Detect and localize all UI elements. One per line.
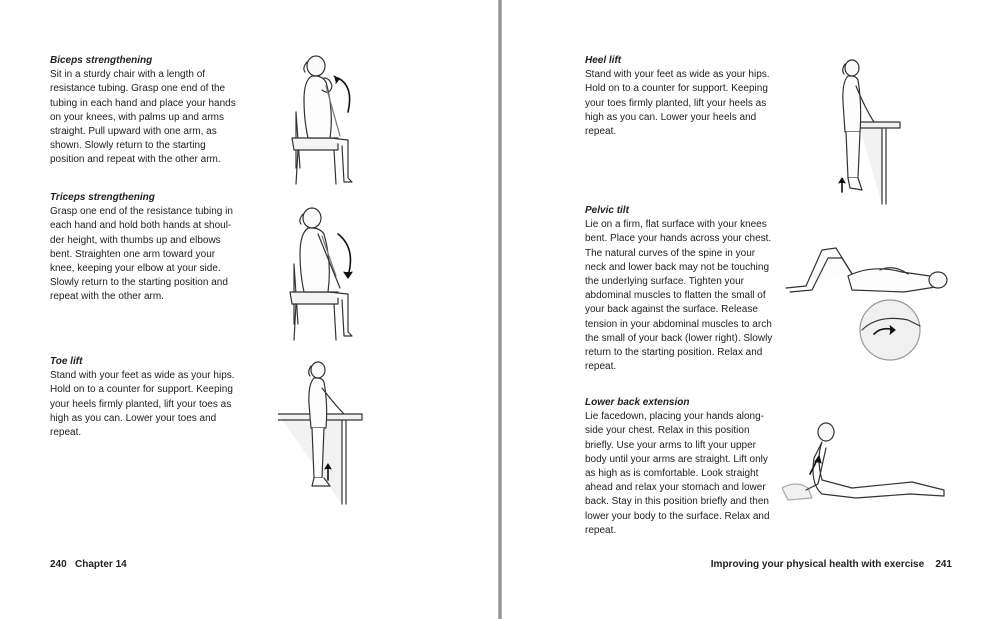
body-line: tubing in each hand and place your hands	[50, 97, 236, 109]
body-line: Hold on to a counter for support. Keeping	[50, 384, 233, 396]
body-line: position and repeat with the other arm.	[50, 154, 221, 166]
chapter-label: Chapter 14	[75, 559, 127, 570]
body-line: body until your arms are straight. Lift only	[585, 453, 768, 465]
section-title: Pelvic tilt	[585, 205, 629, 216]
body-line: your toes firmly planted, lift your heels as	[585, 97, 767, 109]
body-line: on your knees, with palms up and arms	[50, 111, 224, 123]
chapter-label: Improving your physical health with exercise	[710, 559, 925, 570]
body-line: Sit in a sturdy chair with a length of	[50, 69, 206, 81]
body-line: repeat.	[585, 126, 617, 138]
body-line: repeat.	[585, 361, 617, 373]
body-line: Hold on to a counter for support. Keeping	[585, 83, 768, 95]
body-line: your back against the surface. Release	[585, 304, 758, 316]
body-line: the underlying surface. Tighten your	[585, 276, 744, 288]
body-line: Stand with your feet as wide as your hips.	[50, 370, 235, 382]
body-line: high as you can. Lower your heels and	[585, 111, 757, 123]
section-title: Toe lift	[50, 356, 83, 367]
body-line: Stand with your feet as wide as your hips.	[585, 69, 770, 81]
section-title: Biceps strengthening	[50, 55, 153, 66]
lower-back-extension-illustration	[782, 418, 952, 508]
body-line: your heels firmly planted, lift your toes as	[50, 398, 232, 410]
body-line: the small of your back (lower right). Slowly	[585, 332, 773, 344]
body-line: Slowly return to the starting position and	[50, 277, 228, 289]
body-line: back. Stay in this position briefly and then	[585, 496, 769, 508]
body-line: briefly. Use your arms to lift your upper	[585, 439, 756, 451]
right-page	[502, 0, 1000, 619]
body-line: Lie facedown, placing your hands along-	[585, 411, 765, 423]
right-footer	[711, 559, 952, 570]
page-number: 240	[50, 559, 67, 570]
body-line: shown. Slowly return to the starting	[50, 140, 206, 152]
toe-lift-section	[50, 355, 290, 440]
body-line: resistance tubing. Grasp one end of the	[50, 83, 226, 95]
pelvic-tilt-illustration	[782, 234, 952, 366]
biceps-section	[50, 54, 290, 168]
left-page	[0, 0, 498, 619]
body-line: Lie on a firm, flat surface with your knees	[585, 219, 767, 231]
body-line: knee, keeping your elbow at your side.	[50, 263, 221, 275]
body-line: repeat.	[50, 427, 82, 439]
body-line: der height, with thumbs up and elbows	[50, 234, 221, 246]
body-line: Grasp one end of the resistance tubing in	[50, 206, 233, 218]
body-line: ahead and relax your stomach and lower	[585, 482, 766, 494]
body-line: lower your body to the surface. Relax and	[585, 510, 770, 522]
body-line: abdominal muscles to flatten the small of	[585, 290, 766, 302]
heel-lift-section	[585, 54, 825, 139]
section-title: Triceps strengthening	[50, 192, 155, 203]
body-line: high as you can. Lower your toes and	[50, 412, 217, 424]
left-footer	[50, 559, 127, 570]
body-line: The natural curves of the spine in your	[585, 247, 756, 259]
body-line: side your chest. Relax in this position	[585, 425, 750, 437]
section-title: Lower back extension	[585, 397, 690, 408]
body-line: neck and lower back may not be touching	[585, 261, 769, 273]
body-line: return to the starting position. Relax and	[585, 347, 763, 359]
body-line: each hand and hold both hands at shoul-	[50, 220, 232, 232]
triceps-seated-illustration	[278, 200, 378, 345]
body-line: repeat.	[585, 524, 617, 536]
heel-lift-illustration	[822, 54, 902, 206]
body-line: bent. Straighten one arm toward your	[50, 248, 216, 260]
section-title: Heel lift	[585, 55, 622, 66]
body-line: as high as is comfortable. Look straight	[585, 468, 759, 480]
toe-lift-illustration	[278, 358, 368, 506]
triceps-section	[50, 191, 290, 305]
body-line: bent. Place your hands across your chest.	[585, 233, 772, 245]
page-number: 241	[935, 559, 952, 570]
body-line: repeat with the other arm.	[50, 291, 164, 303]
body-line: tension in your abdominal muscles to arch	[585, 318, 772, 330]
body-line: straight. Pull upward with one arm, as	[50, 126, 217, 138]
biceps-seated-illustration	[278, 50, 378, 190]
